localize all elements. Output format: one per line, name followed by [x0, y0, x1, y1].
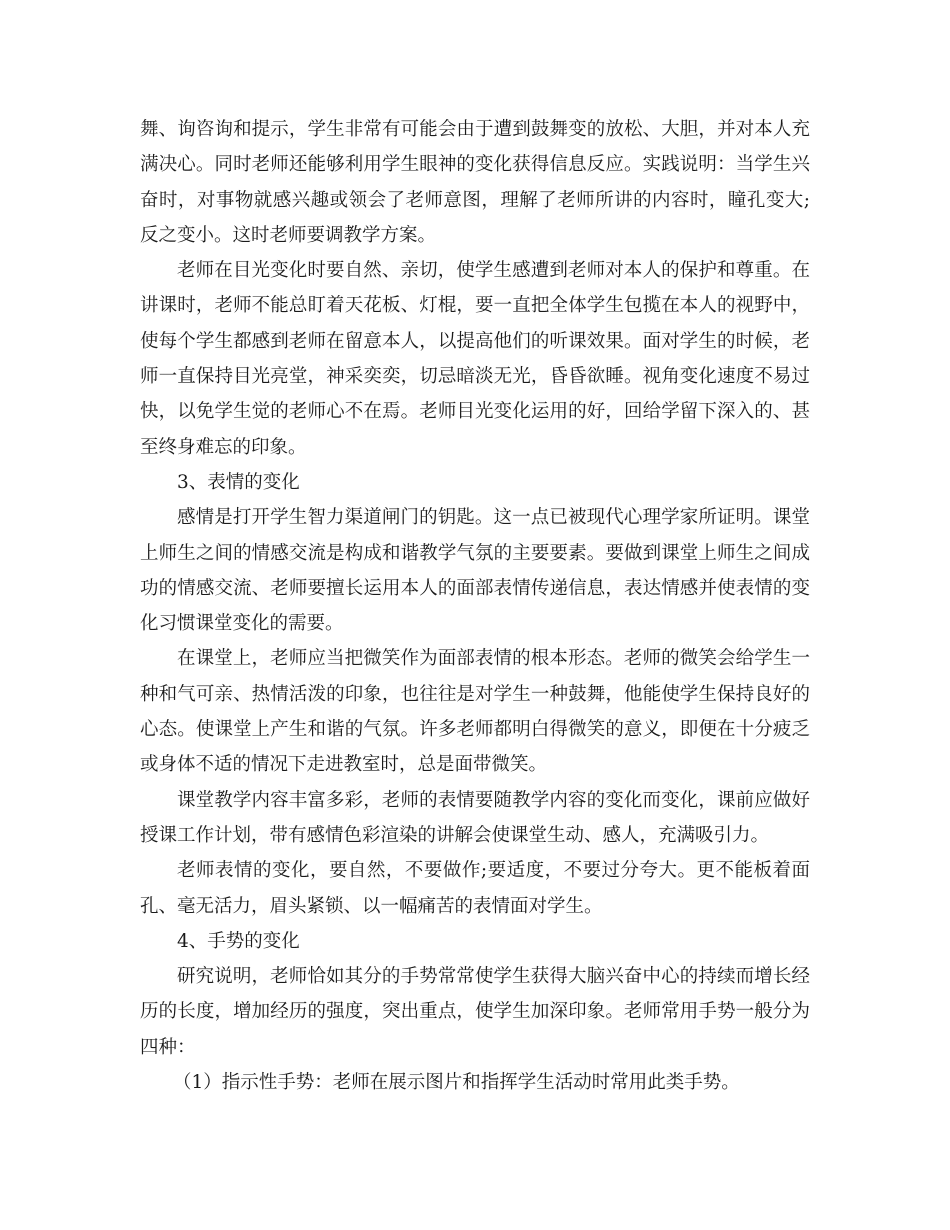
paragraph-gesture-research: 研究说明，老师恰如其分的手势常常使学生获得大脑兴奋中心的持续而增长经历的长度，增加经历的强度，突出重点，使学生加深印象。老师常用手势一般分为四种：: [140, 966, 810, 1058]
paragraph-expression-content: 课堂教学内容丰富多彩，老师的表情要随教学内容的变化而变化，课前应做好授课工作计划，带有感情色彩渲染的讲解会使课堂生动、感人，充满吸引力。: [140, 789, 810, 846]
document-body: [140, 112, 810, 1100]
list-item-indicative-gesture: （1）指示性手势：老师在展示图片和指挥学生活动时常用此类手势。: [173, 1072, 740, 1094]
paragraph-emotion-key: 感情是打开学生智力渠道闸门的钥匙。这一点已被现代心理学家所证明。课堂上师生之间的情感交流是构成和谐教学气氛的主要要素。要做到课堂上师生之间成功的情感交流、老师要擅长运用本人的面部表情传递信息，表达情感并使表情的变化习惯课堂变化的需要。: [140, 507, 810, 635]
paragraph-expression-natural: 老师表情的变化，要自然，不要做作;要适度，不要过分夸大。更不能板着面孔、毫无活力，眉头紧锁、以一幅痛苦的表情面对学生。: [140, 860, 810, 917]
section-heading-expression: 3、表情的变化: [177, 471, 300, 493]
paragraph-smile: 在课堂上，老师应当把微笑作为面部表情的根本形态。老师的微笑会给学生一种和气可亲、热情活泼的印象，也往往是对学生一种鼓舞，他能使学生保持良好的心态。使课堂上产生和谐的气氛。许多老师都明白得微笑的意义，即便在十分疲乏或身体不适的情况下走进教室时，总是面带微笑。: [140, 648, 810, 776]
paragraph-eye-contact-continued: 舞、询咨询和提示，学生非常有可能会由于遭到鼓舞变的放松、大胆，并对本人充满决心。同时老师还能够利用学生眼神的变化获得信息反应。实践说明：当学生兴奋时，对事物就感兴趣或领会了老师意图，理解了老师所讲的内容时，瞳孔变大;反之变小。这时老师要调教学方案。: [140, 119, 810, 246]
section-heading-gesture: 4、手势的变化: [177, 930, 300, 952]
paragraph-gaze-variation: 老师在目光变化时要自然、亲切，使学生感遭到老师对本人的保护和尊重。在讲课时，老师不能总盯着天花板、灯棍，要一直把全体学生包揽在本人的视野中，使每个学生都感到老师在留意本人，以提高他们的听课效果。面对学生的时候，老师一直保持目光亮堂，神采奕奕，切忌暗淡无光，昏昏欲睡。视角变化速度不易过快，以免学生觉的老师心不在焉。老师目光变化运用的好，回给学留下深入的、甚至终身难忘的印象。: [140, 260, 810, 458]
